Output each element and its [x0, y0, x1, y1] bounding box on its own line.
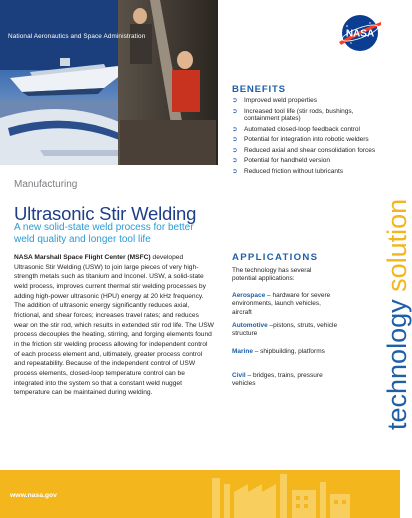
application-text: – bridges, trains, pressure vehicles	[232, 372, 323, 388]
benefit-text: Reduced friction without lubricants	[244, 167, 343, 175]
hero-illustration	[0, 0, 218, 165]
technology-solution-wordmark	[384, 199, 411, 430]
benefits-heading: BENEFITS	[232, 84, 286, 95]
application-label: Automotive	[232, 322, 268, 329]
arrow-bullet-icon: ➲	[232, 97, 238, 104]
page-title: Ultrasonic Stir Welding	[14, 203, 197, 224]
application-text: –pistons, struts, vehicle structure	[232, 322, 338, 338]
body-lead: NASA Marshall Space Flight Center (MSFC)	[14, 254, 151, 261]
benefit-text: Potential for handheld version	[244, 157, 331, 165]
benefits-list	[232, 97, 387, 178]
application-item	[232, 372, 342, 389]
arrow-bullet-icon: ➲	[232, 125, 238, 133]
application-item	[232, 292, 342, 317]
application-label: Marine	[232, 348, 253, 355]
list-item	[232, 97, 387, 105]
list-item	[232, 108, 387, 124]
agency-name: National Aeronautics and Space Administration	[8, 33, 146, 40]
application-text: – hardware for severe environments, launch vehicles, aircraft	[232, 292, 331, 316]
arrow-bullet-icon: ➲	[232, 136, 238, 144]
body-paragraph	[14, 253, 214, 398]
list-item	[232, 168, 387, 176]
benefit-text: Reduced axial and shear consolidation forces	[244, 146, 376, 154]
benefit-text: Improved weld properties	[244, 97, 317, 104]
hero-photo-collage	[0, 0, 218, 165]
application-item	[232, 322, 342, 339]
arrow-bullet-icon: ➲	[232, 107, 238, 115]
list-item	[232, 157, 387, 165]
footer-bar	[0, 470, 400, 518]
nasa-logo-text: NASA	[345, 28, 375, 40]
footer-url-link[interactable]: www.nasa.gov	[10, 492, 57, 499]
application-text: – shipbuilding, platforms	[252, 348, 325, 355]
application-label: Aerospace	[232, 292, 266, 299]
application-item	[232, 348, 342, 356]
applications-heading: APPLICATIONS	[232, 252, 319, 263]
bullet-train-image	[0, 100, 135, 165]
factory-skyline-icon	[206, 470, 356, 518]
wordmark-solution: solution	[382, 198, 412, 292]
division-label: Manufacturing	[14, 179, 78, 190]
arrow-bullet-icon: ➲	[232, 167, 238, 175]
benefit-text: Potential for integration into robotic welders	[244, 136, 369, 144]
application-label: Civil	[232, 372, 246, 379]
list-item	[232, 147, 387, 155]
list-item	[232, 126, 387, 134]
weld-lab-photo	[118, 0, 218, 165]
applications-intro: The technology has several potential applications:	[232, 267, 312, 283]
list-item	[232, 136, 387, 144]
nasa-meatball-logo-icon	[337, 14, 383, 52]
arrow-bullet-icon: ➲	[232, 157, 238, 165]
benefit-text: Automated closed-loop feedback control	[244, 125, 360, 133]
arrow-bullet-icon: ➲	[232, 146, 238, 154]
page-subtitle: A new solid-state weld process for better weld quality and longer tool life	[14, 222, 194, 245]
benefit-text: Increased tool life (stir rods, bushings, containment plates)	[244, 107, 354, 123]
wordmark-technology: technology	[382, 299, 412, 430]
body-text: developed Ultrasonic Stir Welding (USW) to join large pieces of very high-strength metals such as titanium and Inconel. USW, a solid-state weld process, improves current thermal stir welding processes by adding high-power ultrasonic (HPU) energy at 20 kHz frequency. The addition of ultrasonic energy significantly reduces axial, frictional, and shear forces; increases travel rates; and reduces wear on the stir rod, which results in extended stir rod life. The USW process decouples the heating, stirring, and forging elements found in the friction stir welding process allowing for independent control of each process element and, ultimately, greater process control and repeatability. Because of the independent control of USW process elements, closed-loop temperature control can be integrated into the system so that a constant weld nugget temperature can be maintained during welding.	[14, 254, 214, 397]
